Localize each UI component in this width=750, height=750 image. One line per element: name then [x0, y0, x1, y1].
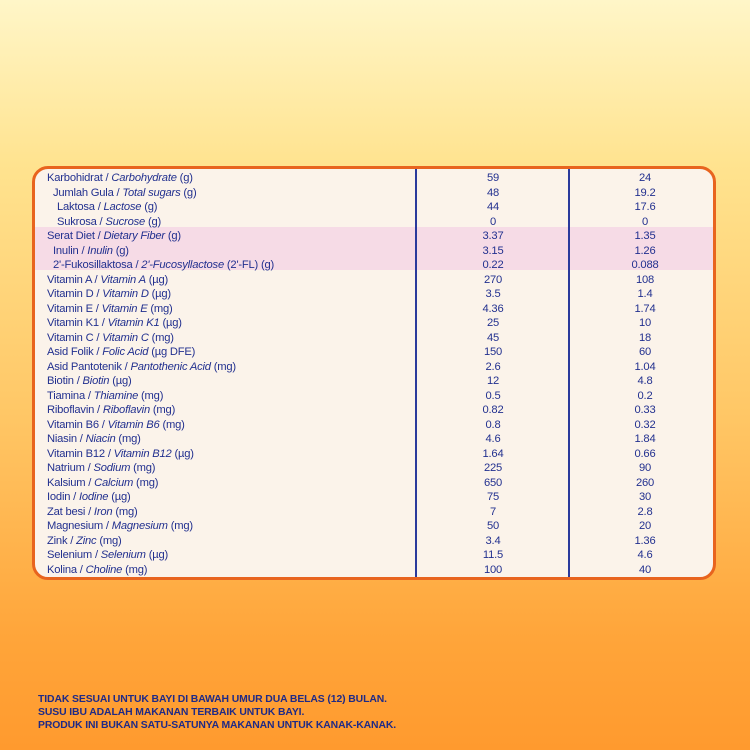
value-column-1: 75: [486, 491, 500, 503]
nutrient-name: [53, 244, 129, 259]
table-row: [35, 186, 713, 201]
nutrient-local-name: Vitamin D /: [47, 288, 103, 300]
value-column-1: 59: [486, 172, 500, 184]
value-column-1: 45: [486, 331, 500, 344]
nutrient-local-name: Zat besi /: [47, 505, 94, 518]
nutrient-local-name: Vitamin C /: [47, 331, 103, 344]
nutrient-unit: (mg): [130, 462, 156, 474]
nutrient-english-name: Iron: [93, 505, 113, 518]
table-row: [35, 447, 713, 462]
value-column-1: 270: [483, 273, 503, 286]
value-column-2: 2.8: [637, 505, 653, 518]
nutrient-name: [47, 403, 175, 418]
value-column-1: 4.36: [482, 302, 504, 315]
nutrient-unit: (µg): [171, 447, 194, 460]
nutrient-name: [47, 316, 182, 331]
nutrient-unit: (mg): [150, 404, 176, 416]
warning-footer: [38, 693, 396, 732]
value-column-2: 19.2: [634, 186, 656, 199]
nutrient-name: [47, 548, 168, 563]
nutrient-local-name: Sukrosa /: [57, 215, 106, 228]
nutrient-local-name: Vitamin E /: [47, 302, 102, 315]
nutrient-name: [47, 229, 181, 244]
nutrient-local-name: Iodin /: [47, 491, 79, 503]
value-column-2: 1.84: [634, 433, 656, 445]
value-column-1: 50: [486, 520, 500, 532]
nutrient-english-name: Vitamin B6: [107, 418, 160, 431]
table-row: [35, 534, 713, 549]
table-row: [35, 215, 713, 230]
nutrition-table-panel: [32, 166, 716, 580]
nutrient-english-name: Lactose: [103, 201, 142, 213]
value-column-2: 20: [638, 520, 652, 532]
value-column-1: 44: [486, 201, 500, 213]
nutrient-unit: (g): [112, 244, 129, 257]
value-column-1: 11.5: [482, 549, 504, 561]
nutrient-name: [47, 360, 236, 375]
table-row: [35, 432, 713, 447]
nutrient-unit: (mg): [138, 389, 164, 402]
nutrient-local-name: Tiamina /: [47, 389, 94, 402]
nutrient-unit: (µg): [145, 273, 169, 286]
nutrient-unit: (mg): [112, 505, 138, 518]
value-column-2: 18: [638, 331, 652, 344]
nutrient-local-name: Vitamin B12 /: [47, 447, 114, 460]
value-column-2: 60: [638, 346, 652, 358]
value-column-2: 0.32: [634, 418, 656, 431]
value-column-2: 1.4: [637, 288, 653, 300]
nutrient-unit: (mg): [96, 534, 122, 547]
nutrient-name: [47, 447, 194, 462]
value-column-2: 108: [635, 273, 655, 286]
nutrient-local-name: Vitamin B6 /: [47, 418, 108, 431]
nutrient-unit: (mg): [159, 418, 185, 431]
nutrient-english-name: Iodine: [78, 491, 109, 503]
nutrient-english-name: Vitamin A: [100, 273, 146, 286]
nutrient-english-name: Pantothenic Acid: [130, 360, 211, 373]
table-row: [35, 519, 713, 534]
nutrient-unit: (mg): [210, 360, 236, 373]
value-column-1: 7: [489, 505, 497, 518]
value-column-2: 4.8: [637, 375, 653, 387]
nutrient-unit: (g): [141, 201, 158, 213]
nutrient-local-name: Natrium /: [47, 462, 94, 474]
table-row: [35, 287, 713, 302]
table-row: [35, 171, 713, 186]
value-column-2: 17.6: [634, 201, 656, 213]
value-column-2: 0.2: [637, 389, 653, 402]
value-column-2: 1.35: [634, 230, 656, 242]
value-column-1: 650: [483, 476, 503, 489]
value-column-2: 0.33: [634, 404, 656, 416]
value-column-2: 260: [635, 476, 655, 489]
nutrient-name: [47, 563, 147, 578]
value-column-1: 0: [489, 215, 497, 228]
nutrient-local-name: Vitamin A /: [47, 273, 101, 286]
nutrient-english-name: Calcium: [94, 476, 134, 489]
value-column-2: 4.6: [637, 549, 653, 561]
value-column-2: 0: [641, 215, 649, 228]
nutrient-english-name: Vitamin E: [101, 302, 148, 315]
nutrient-english-name: Biotin: [82, 375, 110, 387]
nutrient-english-name: Vitamin B12: [113, 447, 172, 460]
value-column-1: 12: [486, 375, 500, 387]
table-row: [35, 389, 713, 404]
table-row: [35, 229, 713, 244]
value-column-1: 0.82: [482, 404, 504, 416]
nutrient-local-name: Magnesium /: [47, 520, 112, 532]
table-row: [35, 403, 713, 418]
nutrient-local-name: 2'-Fukosillaktosa /: [53, 259, 142, 271]
table-row: [35, 316, 713, 331]
value-column-1: 4.6: [485, 433, 501, 445]
value-column-1: 3.4: [485, 534, 501, 547]
nutrient-name: [53, 186, 196, 201]
value-column-1: 1.64: [482, 447, 504, 460]
nutrient-english-name: 2'-Fucosyllactose: [141, 259, 224, 271]
nutrient-english-name: Inulin: [87, 244, 113, 257]
nutrient-unit: (mg): [147, 302, 173, 315]
nutrient-local-name: Niasin /: [47, 433, 86, 445]
nutrient-english-name: Vitamin C: [102, 331, 149, 344]
value-column-2: 1.36: [634, 534, 656, 547]
nutrient-unit: (µg DFE): [148, 346, 196, 358]
nutrient-name: [47, 432, 141, 447]
nutrient-name: [57, 200, 157, 215]
nutrient-local-name: Selenium /: [47, 549, 101, 561]
nutrient-name: [47, 171, 193, 186]
table-row: [35, 273, 713, 288]
table-row: [35, 418, 713, 433]
nutrient-unit: (µg): [145, 549, 169, 561]
nutrient-local-name: Jumlah Gula /: [53, 186, 123, 199]
nutrient-english-name: Sucrose: [105, 215, 146, 228]
table-row: [35, 345, 713, 360]
warning-line-1: TIDAK SESUAI UNTUK BAYI DI BAWAH UMUR DUA BELAS (12) BULAN.: [38, 694, 387, 705]
table-row: [35, 302, 713, 317]
value-column-2: 10: [638, 317, 652, 329]
table-row: [35, 258, 713, 273]
nutrient-english-name: Total sugars: [122, 186, 181, 199]
nutrient-local-name: Kolina /: [47, 563, 86, 576]
nutrient-unit: (g): [164, 230, 181, 242]
value-column-1: 150: [483, 346, 503, 358]
value-column-2: 24: [638, 172, 652, 184]
nutrient-unit: (2'-FL) (g): [223, 259, 275, 271]
value-column-1: 100: [483, 563, 503, 576]
nutrient-unit: (mg): [115, 433, 141, 445]
nutrient-name: [47, 505, 138, 520]
nutrient-english-name: Magnesium: [111, 520, 168, 532]
table-row: [35, 200, 713, 215]
value-column-2: 40: [638, 563, 652, 576]
nutrient-name: [47, 534, 122, 549]
value-column-1: 0.22: [482, 259, 504, 271]
value-column-1: 0.5: [485, 389, 501, 402]
nutrition-rows: [35, 171, 713, 577]
nutrient-unit: (µg): [159, 317, 182, 329]
nutrient-unit: (mg): [148, 331, 174, 344]
nutrient-unit: (g): [176, 172, 193, 184]
table-row: [35, 461, 713, 476]
warning-line-3: PRODUK INI BUKAN SATU-SATUNYA MAKANAN UNTUK KANAK-KANAK.: [38, 720, 397, 731]
nutrient-name: [47, 374, 132, 389]
nutrient-local-name: Zink /: [47, 534, 77, 547]
nutrient-name: [47, 273, 168, 288]
nutrient-english-name: Riboflavin: [102, 404, 150, 416]
nutrient-local-name: Asid Pantotenik /: [47, 360, 131, 373]
nutrient-english-name: Dietary Fiber: [103, 230, 165, 242]
value-column-1: 48: [486, 186, 500, 199]
value-column-1: 3.37: [482, 230, 504, 242]
table-row: [35, 476, 713, 491]
nutrient-unit: (g): [145, 215, 162, 228]
nutrient-name: [47, 418, 185, 433]
value-column-1: 25: [486, 317, 500, 329]
nutrient-name: [47, 345, 195, 360]
nutrient-unit: (g): [180, 186, 197, 199]
nutrient-name: [47, 490, 131, 505]
nutrient-unit: (mg): [122, 563, 148, 576]
nutrient-name: [47, 519, 193, 534]
value-column-1: 3.5: [485, 288, 501, 300]
nutrient-local-name: Kalsium /: [47, 476, 95, 489]
table-row: [35, 548, 713, 563]
nutrient-english-name: Vitamin D: [102, 288, 149, 300]
nutrient-local-name: Karbohidrat /: [47, 172, 112, 184]
nutrient-english-name: Vitamin K1: [107, 317, 160, 329]
nutrient-name: [47, 461, 155, 476]
value-column-1: 2.6: [485, 360, 501, 373]
value-column-2: 1.04: [634, 360, 656, 373]
nutrient-name: [47, 331, 174, 346]
nutrient-unit: (µg): [108, 491, 131, 503]
table-row: [35, 360, 713, 375]
nutrient-english-name: Choline: [85, 563, 123, 576]
nutrient-english-name: Sodium: [93, 462, 131, 474]
nutrient-local-name: Biotin /: [47, 375, 83, 387]
value-column-2: 1.26: [634, 244, 656, 257]
table-row: [35, 505, 713, 520]
nutrient-name: [53, 258, 274, 273]
nutrient-local-name: Asid Folik /: [47, 346, 103, 358]
nutrient-name: [47, 302, 173, 317]
table-row: [35, 374, 713, 389]
table-row: [35, 331, 713, 346]
warning-line-2: SUSU IBU ADALAH MAKANAN TERBAIK UNTUK BAYI.: [38, 707, 305, 718]
nutrient-english-name: Thiamine: [93, 389, 139, 402]
value-column-2: 0.66: [634, 447, 656, 460]
nutrient-name: [47, 287, 171, 302]
table-row: [35, 563, 713, 578]
nutrient-name: [57, 215, 161, 230]
nutrient-local-name: Riboflavin /: [47, 404, 103, 416]
value-column-1: 3.15: [482, 244, 504, 257]
nutrient-english-name: Selenium: [100, 549, 146, 561]
value-column-2: 1.74: [634, 302, 656, 315]
value-column-2: 30: [638, 491, 652, 503]
nutrient-english-name: Zinc: [76, 534, 97, 547]
value-column-2: 90: [638, 462, 652, 474]
nutrient-local-name: Serat Diet /: [47, 230, 104, 242]
nutrient-unit: (mg): [133, 476, 159, 489]
nutrient-english-name: Carbohydrate: [111, 172, 177, 184]
nutrient-local-name: Laktosa /: [57, 201, 104, 213]
nutrient-name: [47, 476, 158, 491]
nutrient-unit: (µg): [109, 375, 132, 387]
value-column-2: 0.088: [631, 259, 659, 271]
nutrient-unit: (mg): [167, 520, 193, 532]
value-column-1: 0.8: [485, 418, 501, 431]
nutrient-local-name: Inulin /: [53, 244, 88, 257]
table-row: [35, 244, 713, 259]
nutrient-english-name: Folic Acid: [102, 346, 149, 358]
nutrient-unit: (µg): [148, 288, 171, 300]
table-row: [35, 490, 713, 505]
nutrient-english-name: Niacin: [85, 433, 116, 445]
nutrient-local-name: Vitamin K1 /: [47, 317, 108, 329]
value-column-1: 225: [483, 462, 503, 474]
nutrient-name: [47, 389, 163, 404]
